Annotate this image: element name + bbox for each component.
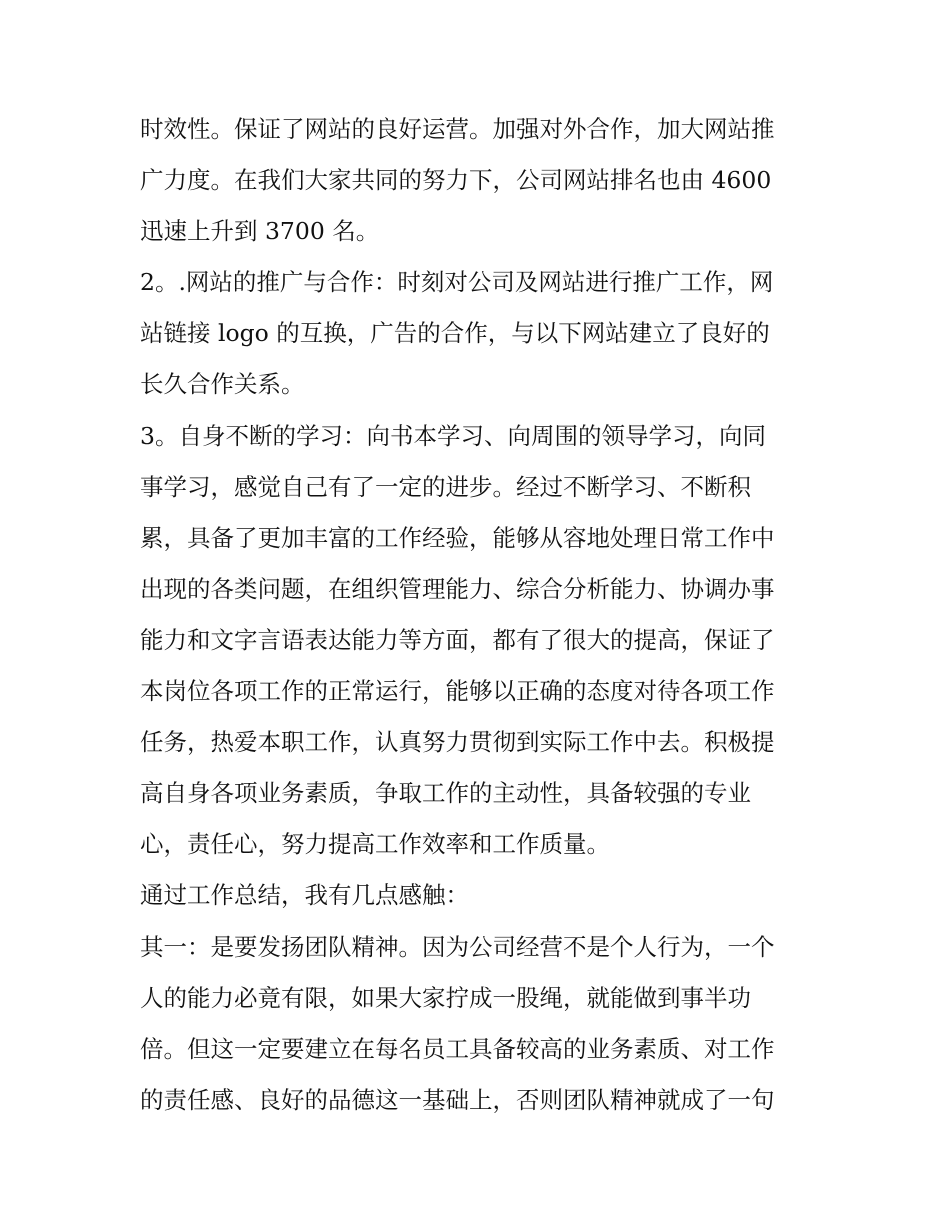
document-body <box>140 104 820 1126</box>
text-line: 时效性。保证了网站的良好运营。加强对外合作，加大网站推 <box>140 115 775 143</box>
text-line: 3。自身不断的学习：向书本学习、向周围的领导学习，向同 <box>140 421 766 450</box>
text-line: 本岗位各项工作的正常运行，能够以正确的态度对待各项工作 <box>140 677 775 706</box>
text-line: 出现的各类问题，在组织管理能力、综合分析能力、协调办事 <box>140 574 775 603</box>
text-line: 倍。但这一定要建立在每名员工具备较高的业务素质、对工作 <box>140 1034 775 1063</box>
text-line: 人的能力必竟有限，如果大家拧成一股绳，就能做到事半功 <box>140 983 751 1012</box>
text-line: 站链接 logo 的互换，广告的合作，与以下网站建立了良好的 <box>140 319 770 348</box>
text-line: 广力度。在我们大家共同的努力下，公司网站排名也由 4600 <box>140 166 772 195</box>
text-line: 通过工作总结，我有几点感触： <box>140 881 469 910</box>
text-line: 的责任感、良好的品德这一基础上，否则团队精神就成了一句 <box>140 1085 775 1114</box>
text-line: 2。.网站的推广与合作：时刻对公司及网站进行推广工作，网 <box>140 268 774 297</box>
text-line: 长久合作关系。 <box>140 370 305 399</box>
text-line: 事学习，感觉自己有了一定的进步。经过不断学习、不断积 <box>140 472 751 501</box>
text-line: 迅速上升到 3700 名。 <box>140 217 380 246</box>
text-line: 任务，热爱本职工作，认真努力贯彻到实际工作中去。积极提 <box>140 728 775 757</box>
text-line: 能力和文字言语表达能力等方面，都有了很大的提高，保证了 <box>140 625 775 654</box>
text-line: 心，责任心，努力提高工作效率和工作质量。 <box>140 830 610 859</box>
text-line: 高自身各项业务素质，争取工作的主动性，具备较强的专业 <box>140 779 751 808</box>
text-line: 累，具备了更加丰富的工作经验，能够从容地处理日常工作中 <box>140 523 775 552</box>
text-line: 其一：是要发扬团队精神。因为公司经营不是个人行为，一个 <box>140 932 775 961</box>
